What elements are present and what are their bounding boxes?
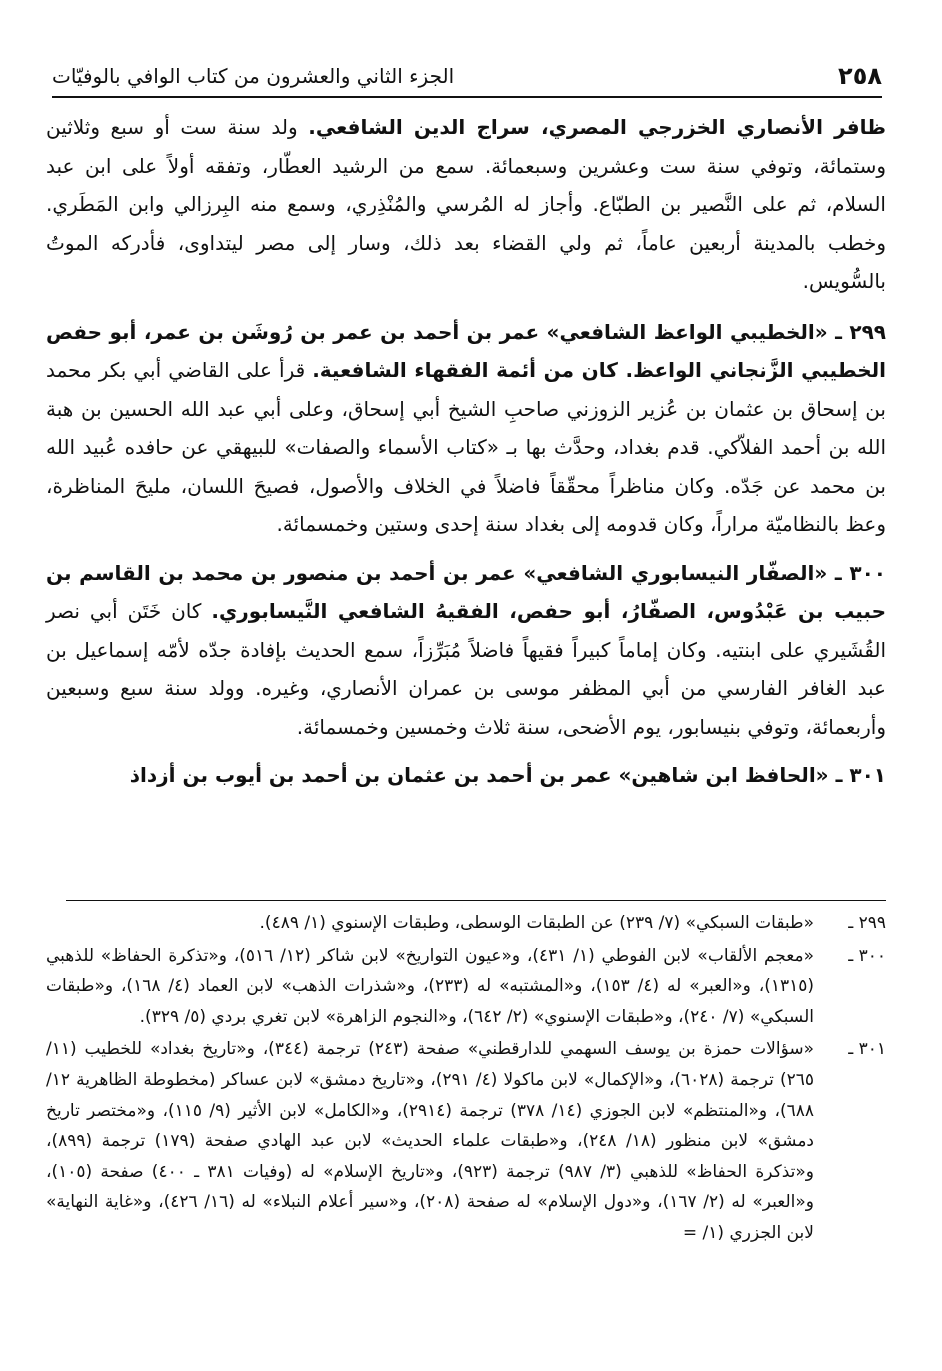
running-title: الجزء الثاني والعشرون من كتاب الوافي بالوفيّات	[52, 64, 455, 88]
entry-bold-lead: «الخطيبي الواعظ الشافعي» عمر بن أحمد بن عمر بن رُوشَن بن عمر، أبو حفص الخطيبي الزَّنجاني الواعظ. كان من أئمة الفقهاء الشافعية.	[46, 319, 886, 382]
footnotes	[46, 908, 886, 1251]
footnote-separator	[66, 900, 886, 901]
footnote-number: ٢٩٩ ـ	[848, 913, 886, 933]
running-header	[52, 56, 882, 98]
entry-text: قرأ على القاضي أبي بكر محمد بن إسحاق بن عثمان بن عُزير الزوزني صاحبِ الشيخ أبي إسحاق، وعلى أبي عبد الله الحسين بن هبة الله بن أحمد الفلاّكي. قدم بغداد، وحدَّث بها بـ «كتاب الأسماء والصفات» للبيهقي عن حافده عُبيد الله بن محمد عن جَدّه. وكان مناظراً محقّقاً فاضلاً في الخلاف والأصول، فصيحَ اللسان، مليحَ المناظرة، وعظ بالنظاميّة مراراً، وكان قدومه إلى بغداد سنة إحدى وستين وخمسمائة.	[46, 358, 886, 536]
footnote-300	[46, 941, 886, 1033]
entry-text: كان خَتَن أبي نصر القُشَيري على ابنتيه. وكان إماماً كبيراً فقيهاً فاضلاً مُبَرِّزاً، سمع الحديث بإفادة جدّه لأمّه إسماعيل بن عبد الغافر الفارسي من أبي المظفر موسى بن عمران الأنصاري، وغيره. وولد سنة سبع وسبعين وأربعمائة، وتوفي بنيسابور، يوم الأضحى، سنة ثلاث وخمسين وخمسمائة.	[46, 599, 886, 739]
footnote-number: ٣٠١ ـ	[848, 1039, 886, 1060]
entry-bold-lead: «الحافظ ابن شاهين» عمر بن أحمد بن عثمان بن أحمد بن أيوب بن أزداذ	[129, 763, 836, 787]
footnote-299	[46, 908, 886, 939]
entry-number: ٣٠٠ ـ	[834, 560, 886, 585]
entry-299	[46, 313, 886, 544]
footnote-text: «طبقات السبكي» (٧/ ٢٣٩) عن الطبقات الوسطى، وطبقات الإسنوي (١/ ٤٨٩).	[259, 913, 814, 933]
footnote-text: «معجم الألقاب» لابن الفوطي (١/ ٤٣١)، و«عيون التواريخ» لابن شاكر (١٢/ ٥١٦)، و«تذكرة الحفاظ» للذهبي (١٣١٥)، و«العبر» له (٤/ ١٥٣)، و«المشتبه» له (٢٣٣)، و«شذرات الذهب» لابن العماد (٤/ ١٦٨)، و«طبقات السبكي» (٧/ ٢٤٠)، و«طبقات الإسنوي» (٢/ ٦٤٢)، و«النجوم الزاهرة» لابن تغري بردي (٥/ ٣٢٩).	[46, 945, 815, 1027]
footnote-number: ٣٠٠ ـ	[848, 945, 886, 966]
continuation-paragraph	[46, 108, 886, 301]
entry-bold-lead: «الصفّار النيسابوري الشافعي» عمر بن أحمد بن منصور بن محمد بن القاسم بن حبيب بن عَبْدُوس، الصفّارُ، أبو حفص، الفقيهُ الشافعي النَّيسابوري.	[46, 560, 886, 623]
continuation-text: ولد سنة ست أو سبع وثلاثين وستمائة، وتوفي سنة ست وعشرين وسبعمائة. سمع من الرشيد العطّار، وتفقه أولاً على ابن عبد السلام، ثم على النَّصير بن الطبّاع. وأجاز له المُرسي والمُنْذِري، وسمع منه البِرزالي وابن المَطَري. وخطب بالمدينة أربعين عاماً، ثم ولي القضاء بعد ذلك، وسار إلى مصر ليتداوى، فأدركه الموتُ بالسُّويس.	[46, 115, 886, 293]
footnote-text: «سؤالات حمزة بن يوسف السهمي للدارقطني» صفحة (٢٤٣) ترجمة (٣٤٤)، و«تاريخ بغداد» للخطيب (١١/ ٢٦٥) ترجمة (٦٠٢٨)، و«الإكمال» لابن ماكولا (٤/ ٢٩١)، و«تاريخ دمشق» لابن عساكر (مخطوطة الظاهرية ١٢/ ٦٨٨)، و«المنتظم» لابن الجوزي (١٤/ ٣٧٨) ترجمة (٢٩١٤)، و«الكامل» لابن الأثير (٩/ ١١٥)، و«مختصر تاريخ دمشق» لابن منظور (١٨/ ٢٤٨)، و«طبقات علماء الحديث» لابن عبد الهادي صفحة (١٧٩) ترجمة (٨٩٩)، و«تذكرة الحفاظ» للذهبي (٣/ ٩٨٧) ترجمة (٩٢٣)، و«تاريخ الإسلام» له (وفيات ٣٨١ ـ ٤٠٠) صفحة (١٠٥)، و«العبر» له (٢/ ١٦٧)، و«دول الإسلام» له صفحة (٢٠٨)، و«سير أعلام النبلاء» له (١٦/ ٤٢٦)، و«غاية النهاية» لابن الجزري (١/ =	[46, 1039, 815, 1243]
entry-number: ٣٠١ ـ	[835, 763, 886, 787]
entry-301	[46, 756, 886, 795]
continuation-bold-lead: ظافر الأنصاري الخزرجي المصري، سراج الدين الشافعي.	[308, 115, 886, 139]
entry-number: ٢٩٩ ـ	[835, 319, 886, 344]
page-number: ٢٥٨	[838, 62, 882, 90]
footnote-301	[46, 1034, 886, 1248]
entry-300	[46, 554, 886, 747]
main-text	[46, 108, 886, 898]
